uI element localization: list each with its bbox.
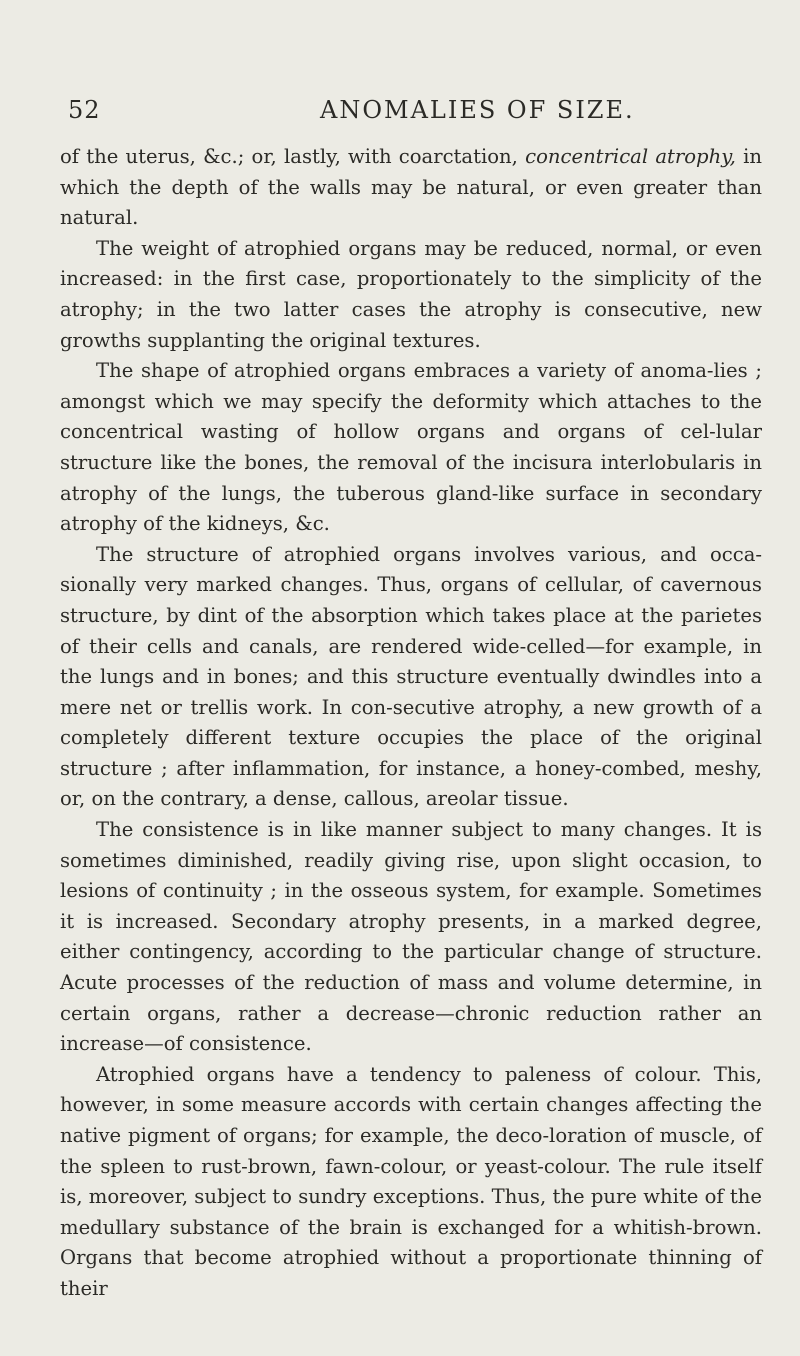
paragraph-6: Atrophied organs have a tendency to paleness of colour. This, however, in some measure accords with certain changes affecting the native pigment of organs; for example, the deco-loration of muscle, of the spleen to rust-brown, fawn-colour, or yeast-colour. The rule itself is, moreover, subject to sundry exceptions. Thus, the pure white of the medullary substance of the brain is exchanged for a whitish-brown. Organs that become atrophied without a proportionate thinning of their [60,1062,762,1300]
page-number: 52 [68,96,101,124]
running-head [60,96,762,130]
paragraph-2: The weight of atrophied organs may be reduced, normal, or even increased: in the first case, proportionately to the simplicity of the atrophy; in the two latter cases the atrophy is consecutive, new growths supplanting the original textures. [60,236,762,352]
paragraph-1-emphasis: concentrical atrophy, [525,145,736,168]
running-title: ANOMALIES OF SIZE. [320,96,635,124]
paragraph-1 [60,142,762,234]
paragraph-5: The consistence is in like manner subject to many changes. It is sometimes diminished, readily giving rise, upon slight occasion, to lesions of continuity ; in the osseous system, for example. Sometimes it is increased. Secondary atrophy presents, in a marked degree, either contingency, according to the particular change of structure. Acute processes of the reduction of mass and volume determine, in certain organs, rather a decrease—chronic reduction rather an increase—of consistence. [60,818,762,1056]
paragraph-1-tail: in which the depth of the walls may be natural, or even greater than natural. [60,145,762,230]
body-text [60,142,762,1305]
paragraph-3: The shape of atrophied organs embraces a variety of anoma-lies ; amongst which we may specify the deformity which attaches to the concentrical wasting of hollow organs and organs of cel-lular structure like the bones, the removal of the incisura interlobularis in atrophy of the lungs, the tuberous gland-like surface in secondary atrophy of the kidneys, &c. [60,359,762,536]
paragraph-1-lead: of the uterus, &c.; or, lastly, with coarctation, [60,145,526,168]
paragraph-4: The structure of atrophied organs involves various, and occa-sionally very marked changes. Thus, organs of cellular, of cavernous structure, by dint of the absorption which takes place at the parietes of their cells and canals, are rendered wide-celled—for example, in the lungs and in bones; and this structure eventually dwindles into a mere net or trellis work. In con-secutive atrophy, a new growth of a completely different texture occupies the place of the original structure ; after inflammation, for instance, a honey-combed, meshy, or, on the contrary, a dense, callous, areolar tissue. [60,542,762,811]
